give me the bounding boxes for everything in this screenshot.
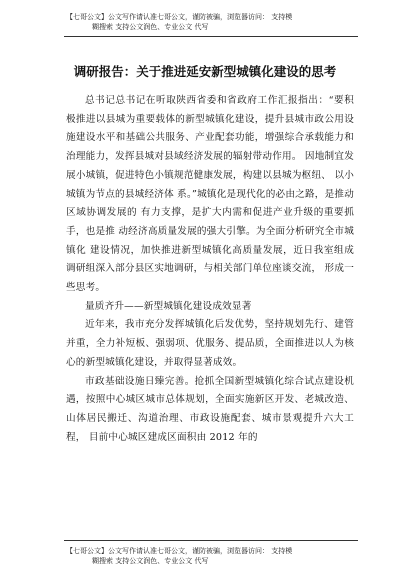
- header-line-1: 【七哥公文】公文写作请认准七哥公文，谨防被骗，浏览器访问： 支持模: [66, 13, 293, 21]
- section-heading: 量质齐升——新型城镇化建设成效显著: [85, 300, 252, 312]
- page-header: [66, 12, 356, 32]
- header-divider: [64, 36, 358, 37]
- body-paragraph: 市政基础设施日臻完善。抢抓全国新型城镇化综合试点建设机遇，按照中心城区城市总体规划，全面实施新区开发、老城改造、 山体居民搬迁、沟道治理、市政设施配套、城市景观提升六大工程， 目前中心城区建成区面积由 2012 年的: [66, 375, 354, 443]
- footer-divider: [64, 540, 358, 541]
- page-footer: [66, 546, 356, 566]
- document-title: 调研报告：关于推进延安新型城镇化建设的思考: [73, 64, 337, 79]
- document-body: [66, 92, 354, 447]
- intro-paragraph: 总书记总书记在听取陕西省委和省政府工作汇报指出：“要积极推进以县城为重要载体的新型城镇化建设，提升县城市政公用设施建设水平和基础公共服务、产业配套功能，增强综合承载能力和治理能力，发挥县城对县域经济发展的辐射带动作用。 因地制宜发展小城镇，促进特色小镇规范健康发展，构建以县城为枢纽、 以小城镇为节点的县城经济体 系。”城镇化是现代化的必由之路，是推动区域协调发展的 有力支撑，是扩大内需和促进产业升级的重要抓手，也是推 动经济高质量发展的强大引擎。为全面分析研究全市城镇化 建设情况，加快推进新型城镇化高质量发展，近日我室组成 调研组深入部分县区实地调研，与相关部门单位座谈交流， 形成一些思考。: [66, 95, 354, 294]
- body-paragraph: 近年来，我市充分发挥城镇化后发优势，坚持规划先行、建管并重，全力补短板、强弱项、优服务、提品质，全面推进以人为核心的新型城镇化建设，并取得显著成效。: [66, 319, 354, 368]
- footer-line-2: 糊搜索 支持公文润色、专业公文 代写: [92, 557, 209, 565]
- header-line-2: 糊搜索 支持公文润色、专业公文 代写: [92, 23, 209, 31]
- footer-line-1: 【七哥公文】公文写作请认准七哥公文，谨防被骗，浏览器访问： 支持模: [66, 547, 293, 555]
